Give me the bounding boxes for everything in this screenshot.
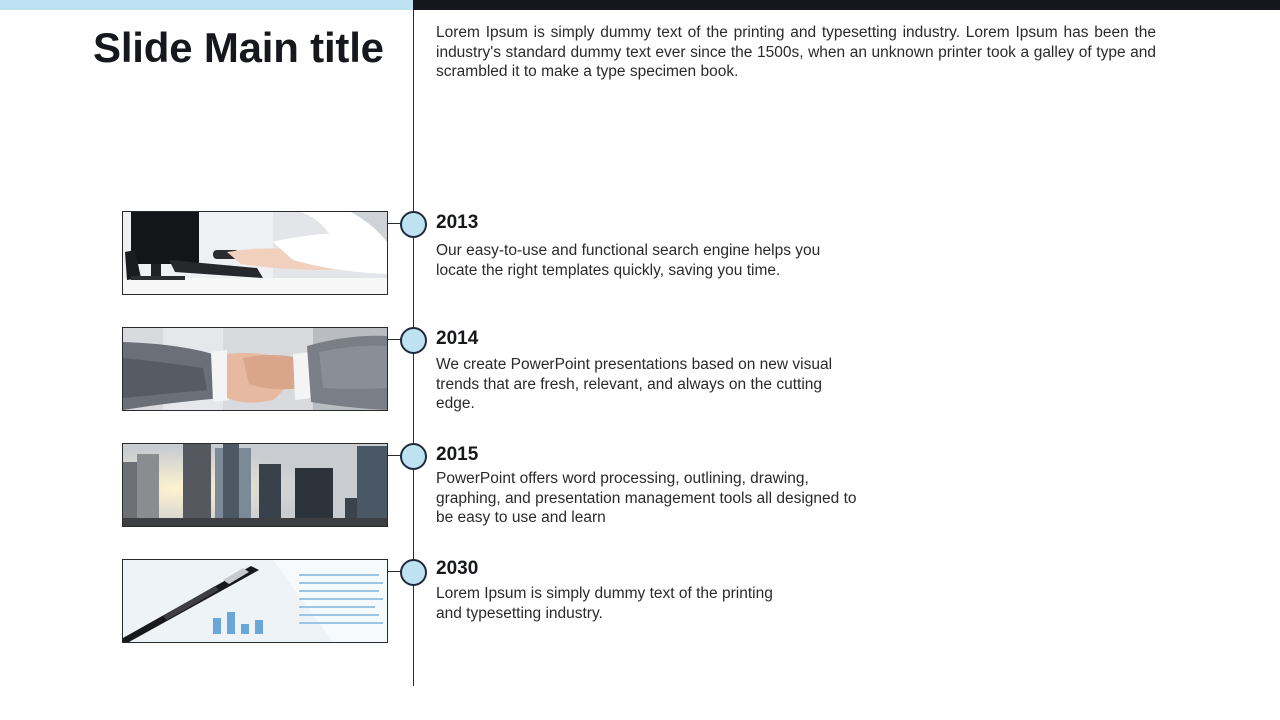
top-accent-bar-dark xyxy=(413,0,1280,10)
handshake-photo xyxy=(122,327,388,411)
year-2015: 2015 xyxy=(436,444,479,465)
slide-title: Slide Main title xyxy=(93,24,384,71)
timeline-dot-2014 xyxy=(400,327,427,354)
year-2030: 2030 xyxy=(436,558,479,579)
timeline-dot-2015 xyxy=(400,443,427,470)
description-2014: We create PowerPoint presentations based on new visual trends that are fresh, relevant, and always on the cutting edge. xyxy=(436,356,833,412)
pen-and-charts-photo xyxy=(122,559,388,643)
timeline-dot-2030 xyxy=(400,559,427,586)
intro-text: Lorem Ipsum is simply dummy text of the printing and typesetting industry. Lorem Ipsum has been the industry's standard dummy text ever since the 1500s, when an unknown printer took a galley of type and scrambled it to make a type specimen book. xyxy=(436,24,1156,80)
top-accent-bar-light xyxy=(0,0,413,10)
city-skyline-photo xyxy=(122,443,388,527)
description-2013: Our easy-to-use and functional search engine helps you locate the right templates quickly, saving you time. xyxy=(436,242,821,279)
year-2013: 2013 xyxy=(436,212,479,233)
year-2014: 2014 xyxy=(436,328,479,349)
office-keyboard-photo xyxy=(122,211,388,295)
description-2030: Lorem Ipsum is simply dummy text of the printing and typesetting industry. xyxy=(436,585,773,622)
timeline-dot-2013 xyxy=(400,211,427,238)
description-2015: PowerPoint offers word processing, outlining, drawing, graphing, and presentation management tools all designed to be easy to use and learn xyxy=(436,470,857,526)
